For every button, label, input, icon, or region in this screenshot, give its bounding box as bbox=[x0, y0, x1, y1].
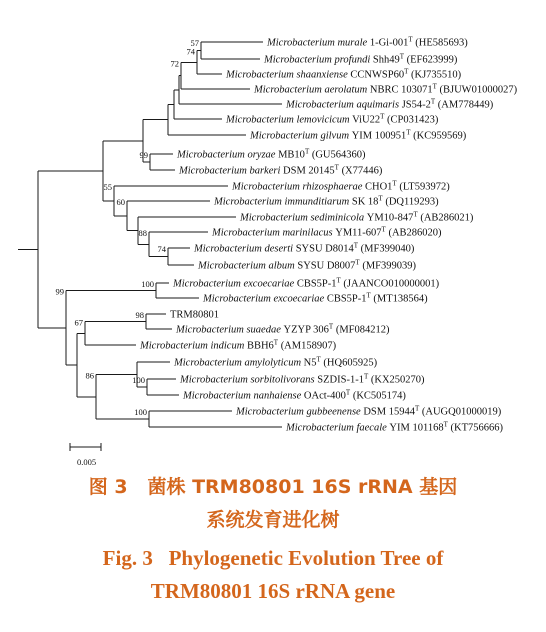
bootstrap-value: 60 bbox=[116, 197, 125, 207]
bootstrap-value: 99 bbox=[139, 150, 148, 160]
taxon-label: Microbacterium deserti SYSU $D8014^T$ (MF399040) bbox=[194, 241, 415, 255]
caption-en-line1 bbox=[0, 546, 546, 571]
taxon-label: Microbacterium oryzae $MB10^T$ (GU564360) bbox=[177, 147, 366, 161]
bootstrap-value: 74 bbox=[186, 46, 195, 57]
taxon-label: Microbacterium sorbitolivorans SZDIS-$1-1^T$ (KX250270) bbox=[180, 372, 425, 386]
caption-cn-line2: 系统发育进化树 bbox=[206, 508, 340, 531]
taxon-label: Microbacterium barkeri DSM $20145^T$ (X77446) bbox=[179, 163, 383, 177]
taxon-label: Microbacterium gubbeenense DSM $15944^T$ (AUGQ01000019) bbox=[236, 404, 502, 418]
taxon-label: Microbacterium nanhaiense OAct-$400^T$ (KC505174) bbox=[183, 388, 406, 402]
taxon-label: TRM80801 bbox=[170, 309, 220, 321]
bootstrap-value: 100 bbox=[134, 407, 147, 417]
taxon-label: Microbacterium gilvum YIM $100951^T$ (KC959569) bbox=[250, 128, 467, 142]
caption-cn-prefix: 图 3 bbox=[88, 476, 128, 498]
taxon-label: Microbacterium shaanxiense $CCNWSP60^T$ (KJ735510) bbox=[226, 67, 462, 81]
caption-cn-line1 bbox=[0, 476, 546, 499]
taxon-label: Microbacterium aerolatum NBRC $103071^T$ (BJUW01000027) bbox=[254, 82, 518, 96]
bootstrap-value: 100 bbox=[141, 279, 154, 289]
bootstrap-value: 67 bbox=[74, 317, 83, 328]
bootstrap-value: 86 bbox=[85, 370, 94, 381]
taxon-label: Microbacterium lemovicicum $ViU22^T$ (CP031423) bbox=[226, 112, 439, 126]
taxon-label: Microbacterium rhizosphaerae $CHO1^T$ (LT593972) bbox=[232, 179, 450, 193]
taxon-label: Microbacterium aquimaris $JS54-2^T$ (AM778449) bbox=[286, 97, 494, 111]
taxon-label: Microbacterium immunditiarum SK $18^T$ (DQ119293) bbox=[214, 194, 439, 208]
bootstrap-value: 55 bbox=[103, 182, 112, 192]
caption-en-line2: TRM80801 16S rRNA gene bbox=[150, 578, 396, 603]
bootstrap-value: 99 bbox=[55, 286, 64, 297]
taxon-label: Microbacterium indicum $BBH6^T$ (AM158907) bbox=[140, 338, 337, 352]
bootstrap-value: 88 bbox=[138, 228, 147, 238]
bootstrap-value: 57 bbox=[190, 38, 199, 48]
taxon-label: Microbacterium album SYSU $D8007^T$ (MF399039) bbox=[198, 258, 416, 272]
caption-cn-title: 菌株 TRM80801 16S rRNA 基因 bbox=[147, 476, 458, 498]
caption-spacer bbox=[128, 476, 148, 498]
taxon-label: Microbacterium faecale YIM $101168^T$ (KT756666) bbox=[286, 420, 503, 434]
bootstrap-value: 98 bbox=[135, 310, 144, 320]
taxon-label: Microbacterium profundi $Shh49^T$ (EF623999) bbox=[264, 52, 458, 66]
taxon-label: Microbacterium marinilacus $YM11-607^T$ (AB286020) bbox=[212, 225, 442, 239]
bootstrap-value: 72 bbox=[170, 58, 179, 69]
caption-en-prefix: Fig. 3 bbox=[102, 545, 153, 570]
taxon-label: Microbacterium amylolyticum $N5^T$ (HQ605925) bbox=[174, 355, 378, 369]
figure-caption bbox=[0, 476, 546, 612]
caption-spacer bbox=[153, 546, 169, 570]
taxon-label: Microbacterium excoecariae $CBS5P-1^T$ (JAANCO010000001) bbox=[173, 276, 440, 290]
taxon-label: Microbacterium suaedae YZYP $306^T$ (MF084212) bbox=[176, 322, 390, 336]
taxon-labels bbox=[139, 36, 518, 434]
caption-en-title: Phylogenetic Evolution Tree of bbox=[168, 545, 444, 570]
scale-bar bbox=[70, 443, 101, 467]
taxon-label: Microbacterium sediminicola $YM10-847^T$ (AB286021) bbox=[240, 210, 474, 224]
scale-bar-label: 0.005 bbox=[77, 457, 97, 467]
bootstrap-value: 100 bbox=[132, 375, 145, 385]
bootstrap-value: 74 bbox=[157, 244, 166, 254]
taxon-label: Microbacterium excoecariae $CBS5P-1^T$ (MT138564) bbox=[203, 291, 428, 305]
taxon-label: Microbacterium murale $1-Gi-001^T$ (HE585693) bbox=[267, 35, 468, 49]
